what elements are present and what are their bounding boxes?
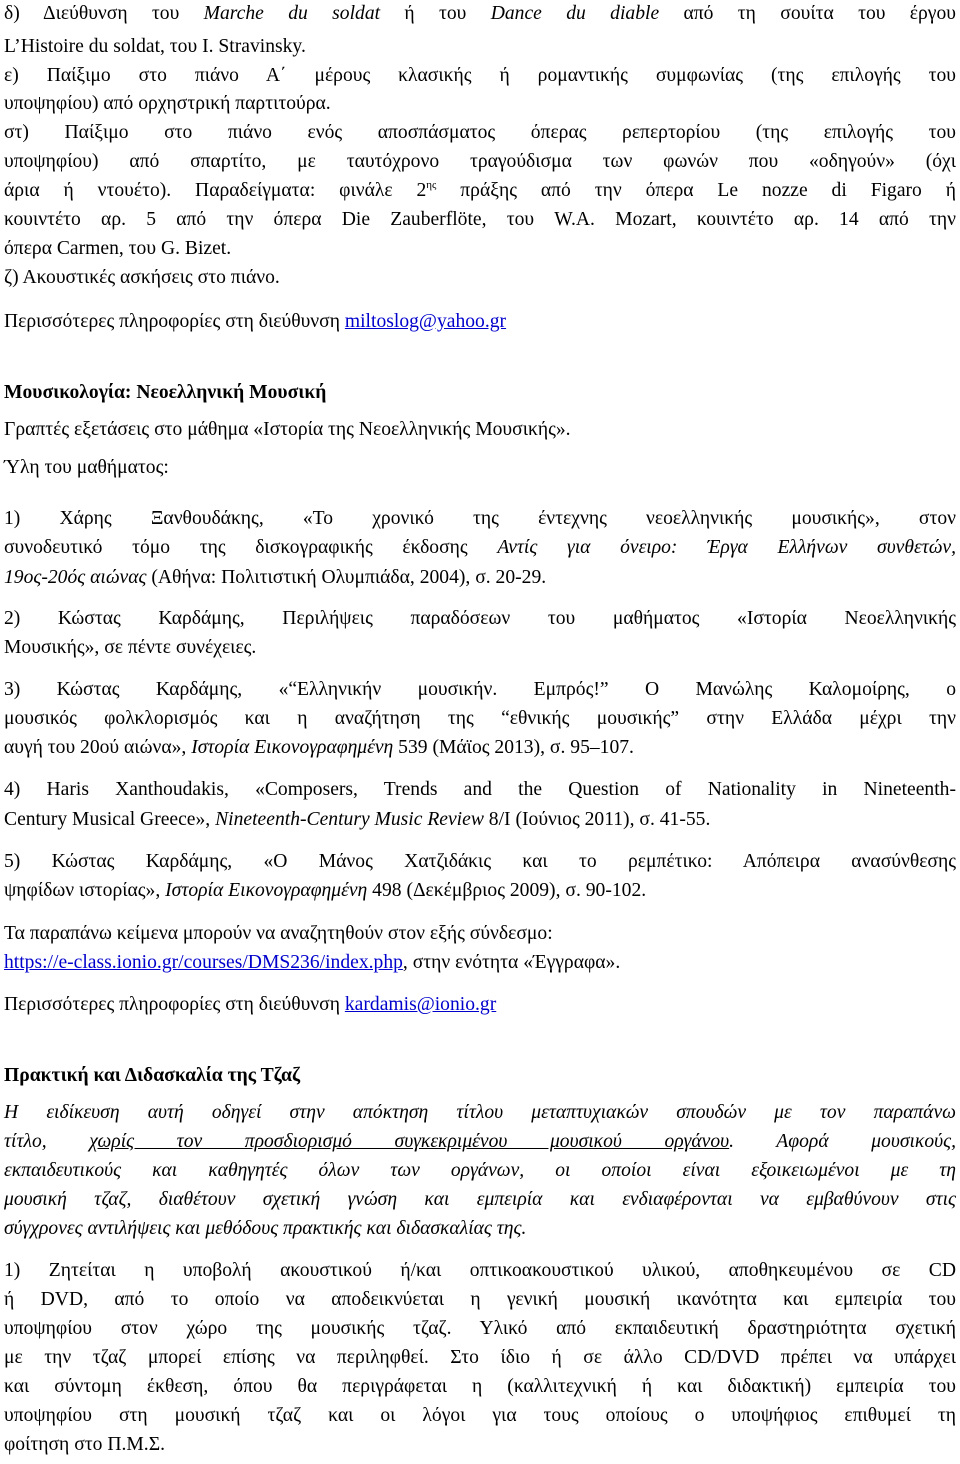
text-line: 1) Ζητείται η υποβολή ακουστικού ή/και οπτικοακουστικού υλικού, αποθηκευμένου σε CD [4, 1260, 956, 1281]
text-line: μουσικός φολκλορισμός και η αναζήτηση της “εθνικής μουσικής” στην Ελλάδα μέχρι την [4, 708, 956, 729]
text-line: 4) Haris Xanthoudakis, «Composers, Trends and the Question of Nationality in Nineteenth- [4, 779, 956, 800]
text-line: 2) Κώστας Καρδάμης, Περιλήψεις παραδόσεων του μαθήματος «Ιστορία Νεοελληνικής [4, 608, 956, 629]
link[interactable]: kardamis@ionio.gr [344, 994, 497, 1015]
text-line: L’Histoire du soldat, του I. Stravinsky. [4, 36, 306, 57]
text-line: ε) Παίξιμο στο πιάνο Α΄ μέρους κλασικής ή ρομαντικής συμφωνίας (της επιλογής του [4, 65, 956, 86]
text-line: κουιντέτο αρ. 5 από την όπερα Die Zauberflöte, του W.A. Mozart, κουιντέτο αρ. 14 από την [4, 209, 956, 230]
text-line: φοίτηση στο Π.Μ.Σ. [4, 1434, 166, 1455]
text-line: 5) Κώστας Καρδάμης, «Ο Μάνος Χατζιδάκις και το ρεμπέτικο: Απόπειρα ανασύνθεσης [4, 851, 956, 872]
text-line: https://e-class.ionio.gr/courses/DMS236/index.php, στην ενότητα «Έγγραφα». [4, 952, 621, 973]
text-line: 3) Κώστας Καρδάμης, «“Ελληνικήν μουσικήν. Εμπρός!” Ο Μανώλης Καλομοίρης, ο [4, 679, 956, 700]
section-heading: Πρακτική και Διδασκαλία της Τζαζ [4, 1065, 301, 1086]
text-line: δ) Διεύθυνση του Marche du soldat ή του Dance du diable από τη σουίτα του έργου [4, 3, 956, 24]
text-line: υποψηφίου) από ορχηστρική παρτιτούρα. [4, 93, 331, 114]
text-line: τίτλο, χωρίς τον προσδιορισμό συγκεκριμένου μουσικού οργάνου. Αφορά μουσικούς, [4, 1131, 956, 1152]
text-line: εκπαιδευτικούς και καθηγητές όλων των οργάνων, οι οποίοι είναι εξοικειωμένοι με τη [4, 1160, 956, 1181]
text-line: Γραπτές εξετάσεις στο μάθημα «Ιστορία της Νεοελληνικής Μουσικής». [4, 419, 571, 440]
text-line: υποψηφίου στη μουσική τζαζ και οι λόγοι για τους οποίους ο υποψήφιος επιθυμεί τη [4, 1405, 956, 1426]
text-line: όπερα Carmen, του G. Bizet. [4, 238, 232, 259]
text-line: ζ) Ακουστικές ασκήσεις στο πιάνο. [4, 267, 280, 288]
text-line: μουσική τζαζ, διαθέτουν σχετική γνώση και εμπειρία και ενδιαφέρονται να εμβαθύνουν στις [4, 1189, 956, 1210]
text-line: και σύντομη έκθεση, όπου θα περιγράφεται η (καλλιτεχνική ή και διδακτική) εμπειρία του [4, 1376, 956, 1397]
text-line: ή DVD, από το οποίο να αποδεικνύεται η γενική μουσική ικανότητα και εμπειρία του [4, 1289, 956, 1310]
section-heading: Μουσικολογία: Νεοελληνική Μουσική [4, 382, 327, 403]
text-line: Μουσικής», σε πέντε συνέχειες. [4, 637, 257, 658]
link[interactable]: https://e-class.ionio.gr/courses/DMS236/index.php [4, 952, 403, 973]
text-line: με την τζαζ μπορεί επίσης να περιληφθεί. Στο ίδιο ή σε άλλο CD/DVD πρέπει να υπάρχει [4, 1347, 956, 1368]
text-line: υποψηφίου στον χώρο της μουσικής τζαζ. Υλικό από εκπαιδευτική δραστηριότητα σχετική [4, 1318, 956, 1339]
text-line: σύγχρονες αντιλήψεις και μεθόδους πρακτικής και διδασκαλίας της. [4, 1218, 527, 1239]
text-line: άρια ή ντουέτο). Παραδείγματα: φινάλε $2^{\eta\varsigma}$ πράξης από την όπερα Le nozze di Figaro ή [4, 179, 956, 201]
text-line: Περισσότερες πληροφορίες στη διεύθυνση miltoslog@yahoo.gr [4, 311, 507, 332]
text-line: ψηφίδων ιστορίας», Ιστορία Εικονογραφημένη 498 (Δεκέμβριος 2009), σ. 90-102. [4, 880, 647, 901]
text-line: υποψηφίου) από σπαρτίτο, με ταυτόχρονο τραγούδισμα των φωνών που «οδηγούν» (όχι [4, 151, 956, 172]
text-line: Ύλη του μαθήματος: [4, 457, 169, 478]
text-line: 19ος-20ός αιώνας (Αθήνα: Πολιτιστική Ολυμπιάδα, 2004), σ. 20-29. [4, 567, 547, 588]
text-line: συνοδευτικό τόμο της δισκογραφικής έκδοσης Αντίς για όνειρο: Έργα Ελλήνων συνθετών, [4, 537, 957, 558]
text-line: στ) Παίξιμο στο πιάνο ενός αποσπάσματος όπερας ρεπερτορίου (της επιλογής του [4, 122, 956, 143]
link[interactable]: miltoslog@yahoo.gr [344, 311, 507, 332]
text-line: Περισσότερες πληροφορίες στη διεύθυνση kardamis@ionio.gr [4, 994, 497, 1015]
text-line: αυγή του 20ού αιώνα», Ιστορία Εικονογραφημένη 539 (Μάϊος 2013), σ. 95–107. [4, 737, 634, 758]
text-line: Τα παραπάνω κείμενα μπορούν να αναζητηθούν στον εξής σύνδεσμο: [4, 923, 553, 944]
text-line: 1) Χάρης Ξανθουδάκης, «Το χρονικό της έντεχνης νεοελληνικής μουσικής», στον [4, 508, 956, 529]
text-line: Century Musical Greece», Nineteenth-Century Music Review 8/I (Ιούνιος 2011), σ. 41-55. [4, 809, 711, 830]
text-line: Η ειδίκευση αυτή οδηγεί στην απόκτηση τίτλου μεταπτυχιακών σπουδών με τον παραπάνω [4, 1102, 956, 1123]
